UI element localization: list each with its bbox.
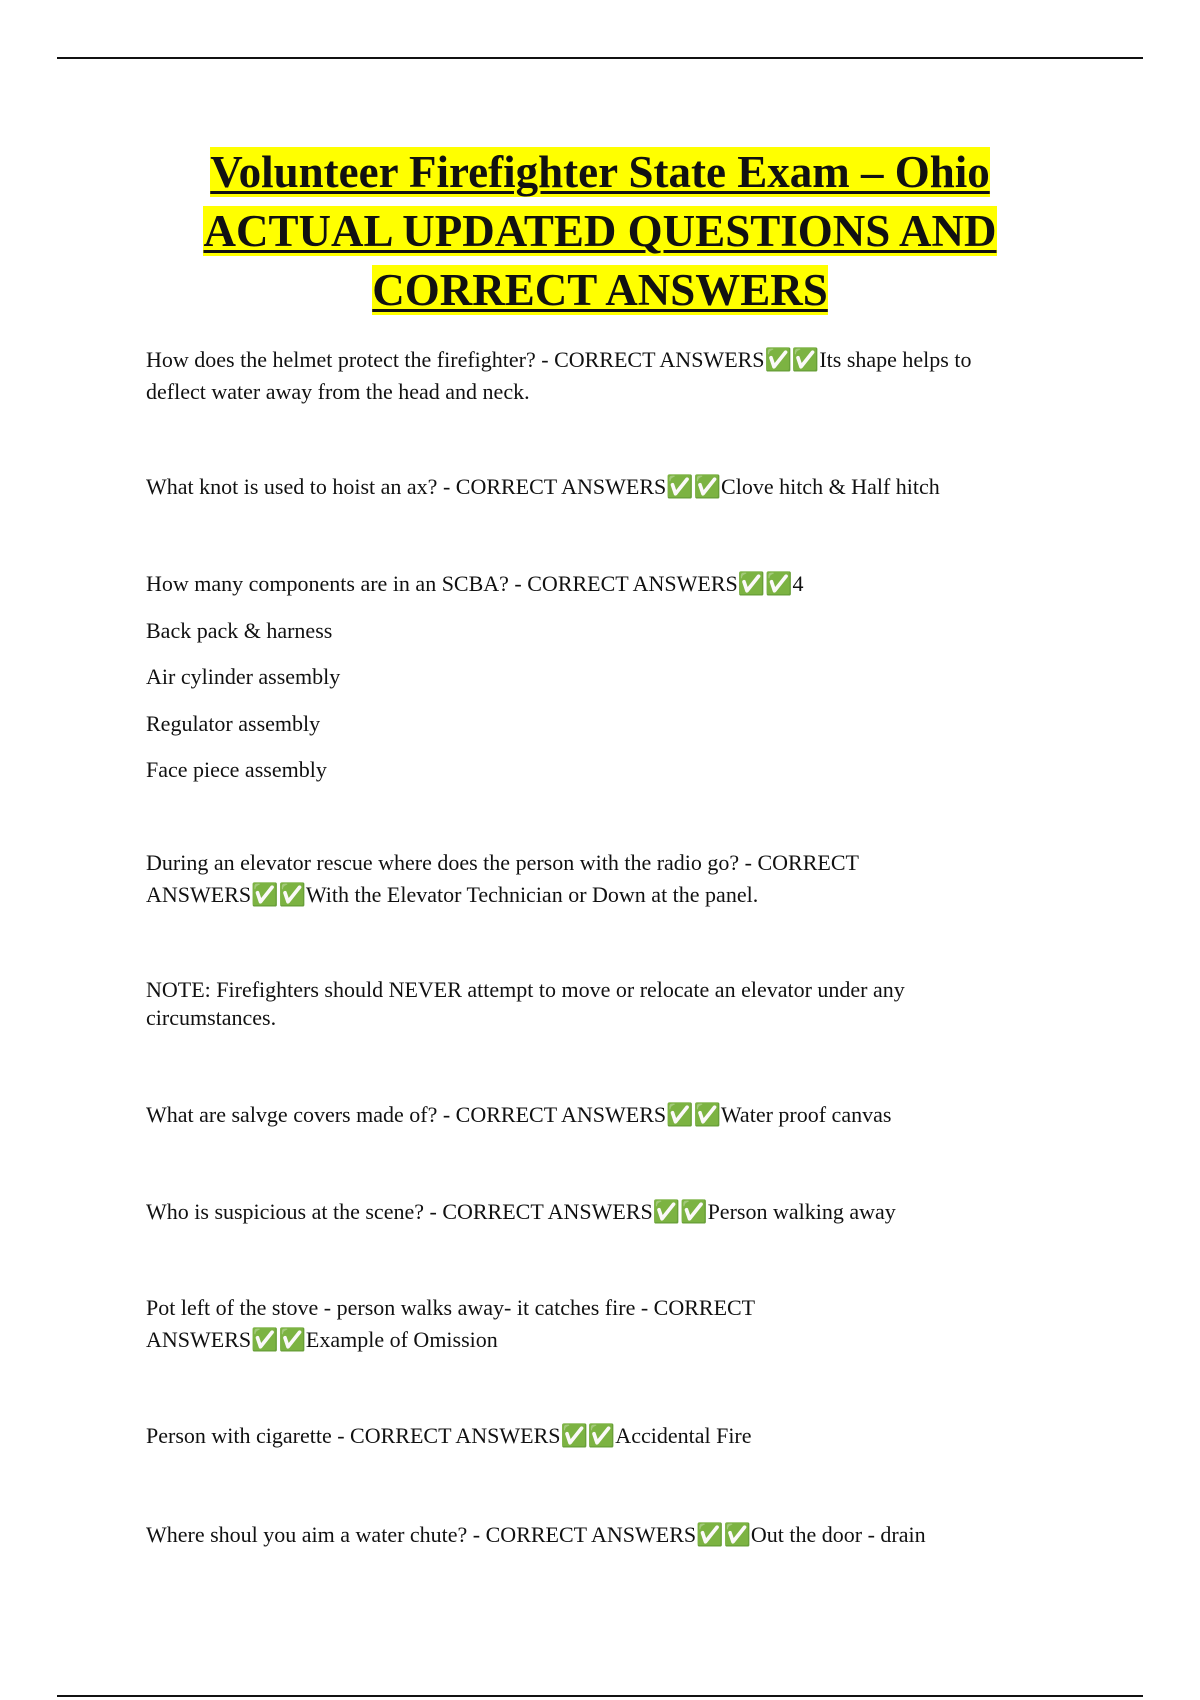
qa-omission-line-2: ANSWERS✅✅Example of Omission: [146, 1327, 498, 1352]
qa-water-chute: Where shoul you aim a water chute? - CORRECT ANSWERS✅✅Out the door - drain: [146, 1522, 926, 1547]
bottom-rule: [57, 1695, 1143, 1697]
title-line-1: Volunteer Firefighter State Exam – Ohio: [210, 147, 990, 197]
document-title: [120, 143, 1080, 320]
top-rule: [57, 57, 1143, 59]
title-line-2: ACTUAL UPDATED QUESTIONS AND: [203, 206, 997, 256]
title-line-3: CORRECT ANSWERS: [372, 265, 828, 315]
qa-elevator-line-2: ANSWERS✅✅With the Elevator Technician or Down at the panel.: [146, 882, 759, 907]
note-elevator-line-1: NOTE: Firefighters should NEVER attempt to move or relocate an elevator under any: [146, 977, 905, 1002]
qa-cigarette: Person with cigarette - CORRECT ANSWERS✅✅Accidental Fire: [146, 1423, 752, 1448]
qa-helmet-line-2: deflect water away from the head and neck.: [146, 379, 530, 404]
scba-list-item: Face piece assembly: [146, 757, 327, 782]
qa-scba-components: How many components are in an SCBA? - CORRECT ANSWERS✅✅4: [146, 571, 804, 596]
scba-list-item: Regulator assembly: [146, 711, 321, 736]
scba-list-item: Air cylinder assembly: [146, 664, 341, 689]
note-elevator-line-2: circumstances.: [146, 1005, 277, 1030]
scba-list-item: Back pack & harness: [146, 618, 333, 643]
qa-elevator-line-1: During an elevator rescue where does the person with the radio go? - CORRECT: [146, 850, 859, 875]
qa-ax-knot: What knot is used to hoist an ax? - CORRECT ANSWERS✅✅Clove hitch & Half hitch: [146, 474, 940, 499]
qa-salvage-covers: What are salvge covers made of? - CORRECT ANSWERS✅✅Water proof canvas: [146, 1102, 892, 1127]
qa-helmet-line-1: How does the helmet protect the firefighter? - CORRECT ANSWERS✅✅Its shape helps to: [146, 347, 972, 372]
qa-omission-line-1: Pot left of the stove - person walks away- it catches fire - CORRECT: [146, 1295, 756, 1320]
qa-suspicious: Who is suspicious at the scene? - CORRECT ANSWERS✅✅Person walking away: [146, 1199, 896, 1224]
